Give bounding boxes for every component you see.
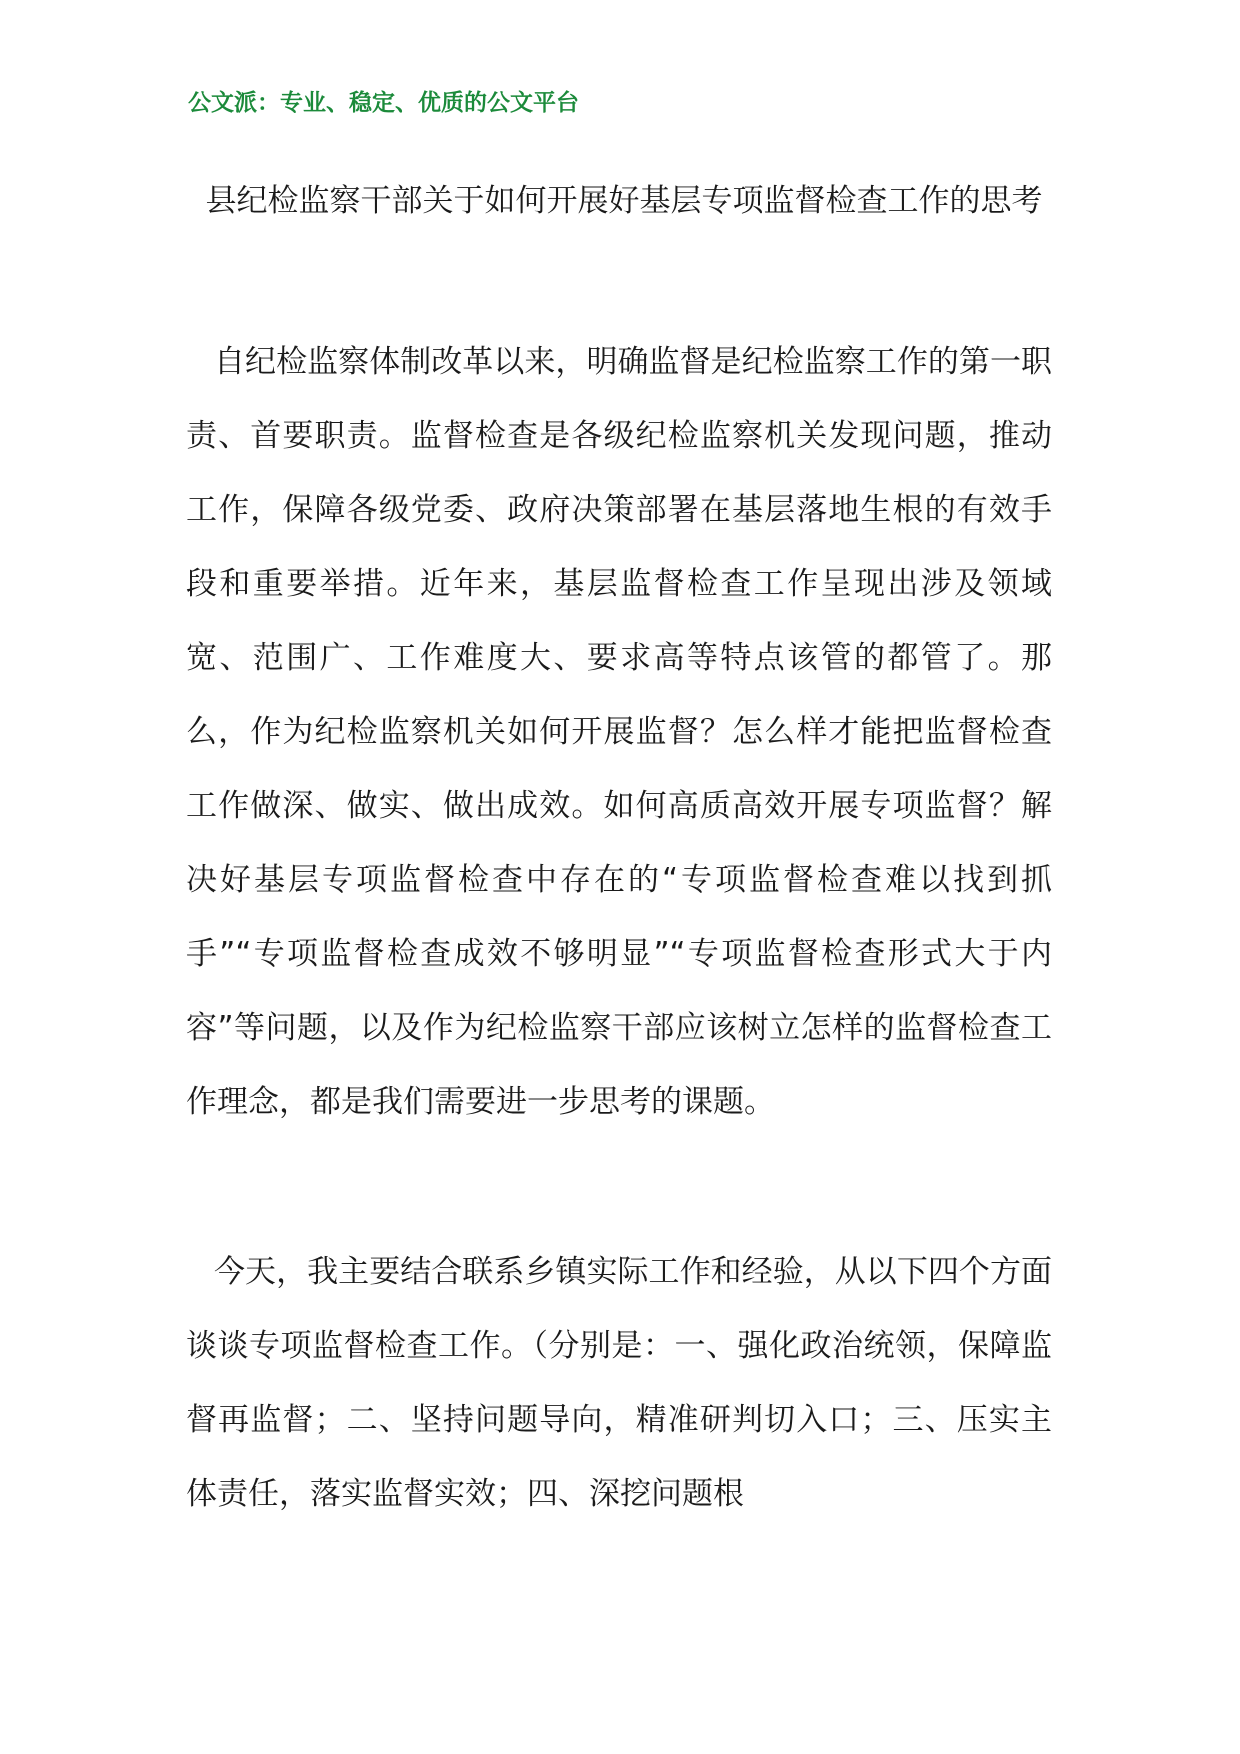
body-paragraph: 今天，我主要结合联系乡镇实际工作和经验，从以下四个方面谈谈专项监督检查工作。（分别是：一、强化政治统领，保障监督再监督；二、坚持问题导向，精准研判切入口；三、压实主体责任，落实监督实效；四、深挖问题根 xyxy=(186,1254,1052,1512)
brand-header: 公文派：专业、稳定、优质的公文平台 xyxy=(188,89,579,116)
body-paragraph: 自纪检监察体制改革以来，明确监督是纪检监察工作的第一职责、首要职责。监督检查是各级纪检监察机关发现问题，推动工作，保障各级党委、政府决策部署在基层落地生根的有效手段和重要举措。近年来，基层监督检查工作呈现出涉及领域宽、范围广、工作难度大、要求高等特点该管的都管了。那么，作为纪检监察机关如何开展监督？怎么样才能把监督检查工作做深、做实、做出成效。如何高质高效开展专项监督？解决好基层专项监督检查中存在的“专项监督检查难以找到抓手”“专项监督检查成效不够明显”“专项监督检查形式大于内容”等问题，以及作为纪检监察干部应该树立怎样的监督检查工作理念，都是我们需要进一步思考的课题。 xyxy=(186,344,1052,1120)
document-title: 县纪检监察干部关于如何开展好基层专项监督检查工作的思考 xyxy=(205,183,1043,219)
